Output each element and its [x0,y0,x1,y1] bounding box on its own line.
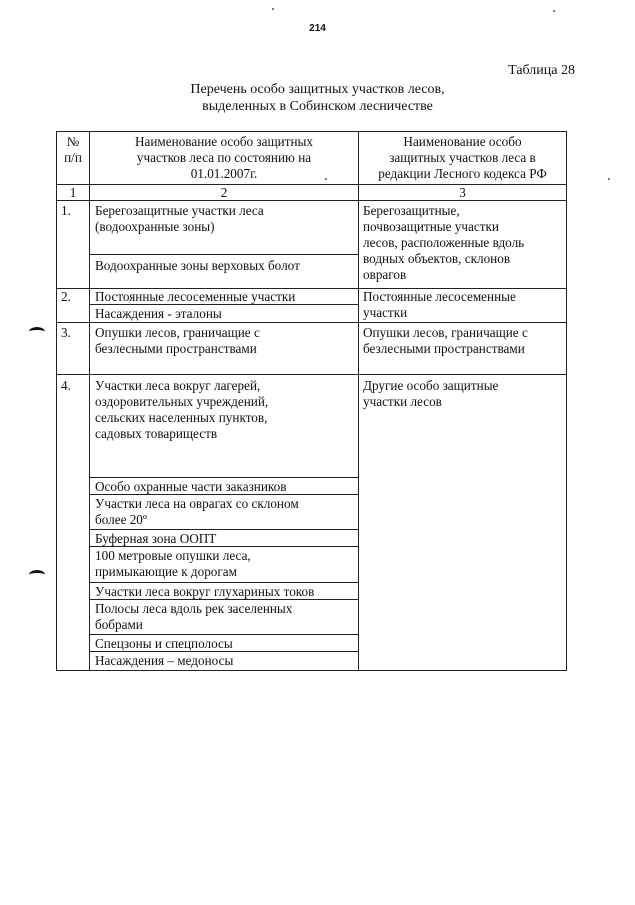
row-3-number: 3. [61,325,71,340]
row-3-new-name: Опушки лесов, граничащие с безлесными пространствами [363,325,528,356]
header-col-name-2007: Наименование особо защитных участков леса по состоянию на 01.01.2007г. [135,134,313,181]
header-col-number: № п/п [64,134,82,165]
row-4-sub-line-5 [90,582,358,583]
row-4-item-5: 100 метровые опушки леса, примыкающие к дорогам [95,548,251,579]
row-4-item-7: Полосы леса вдоль рек заселенных бобрами [95,601,293,632]
page-number: 214 [309,23,326,34]
row-4-sub-line-7 [90,634,358,635]
row-1-new-name: Берегозащитные, почвозащитные участки лесов, расположенные вдоль водных объектов, склонов оврагов [363,203,525,282]
col-number-3: 3 [459,185,466,200]
row-1-item-2: Водоохранные зоны верховых болот [95,258,300,273]
scan-speck [272,8,274,10]
row-2-number: 2. [61,289,71,304]
row-4-sub-line-1 [90,477,358,478]
row-2-new-name: Постоянные лесосеменные участки [363,289,516,320]
row-1-item-1: Берегозащитные участки леса (водоохранные зоны) [95,203,264,234]
row-1-sub-line [90,254,358,255]
scan-speck [553,10,555,12]
column-divider-1 [89,132,90,670]
table-label: Таблица 28 [508,63,575,78]
row-4-item-1: Участки леса вокруг лагерей, оздоровительных учреждений, сельских населенных пунктов, садовых товариществ [95,378,269,441]
row-4-item-6: Участки леса вокруг глухариных токов [95,584,315,599]
scan-speck [608,178,610,180]
row-4-item-4: Буферная зона ООПТ [95,531,217,546]
row-4-new-name: Другие особо защитные участки лесов [363,378,499,409]
row-4-sub-line-3 [90,529,358,530]
title-line-2: выделенных в Собинском лесничестве [202,99,433,114]
row-4-item-3: Участки леса на оврагах со склоном более 20º [95,496,299,527]
row-1-number: 1. [61,203,71,218]
row-2-item-1: Постоянные лесосеменные участки [95,289,296,304]
column-divider-2 [358,132,359,670]
protected-areas-table [56,131,567,671]
row-2-item-2: Насаждения - эталоны [95,306,222,321]
row-3-bottom-line [57,374,566,375]
row-4-item-9: Насаждения – медоносы [95,653,234,668]
scan-speck [325,178,327,180]
binder-hole-mark [29,327,45,336]
row-4-item-2: Особо охранные части заказников [95,479,287,494]
row-4-number: 4. [61,378,71,393]
row-3-item-1: Опушки лесов, граничащие с безлесными пространствами [95,325,260,356]
header-col-name-forest-code: Наименование особо защитных участков леса в редакции Лесного кодекса РФ [378,134,547,181]
col-number-1: 1 [69,185,77,200]
row-2-bottom-line [57,322,566,323]
binder-hole-mark [29,570,45,579]
row-4-item-8: Спецзоны и спецполосы [95,636,233,651]
col-number-2: 2 [220,185,228,200]
title-line-1: Перечень особо защитных участков лесов, [190,82,445,97]
document-title [0,81,635,115]
